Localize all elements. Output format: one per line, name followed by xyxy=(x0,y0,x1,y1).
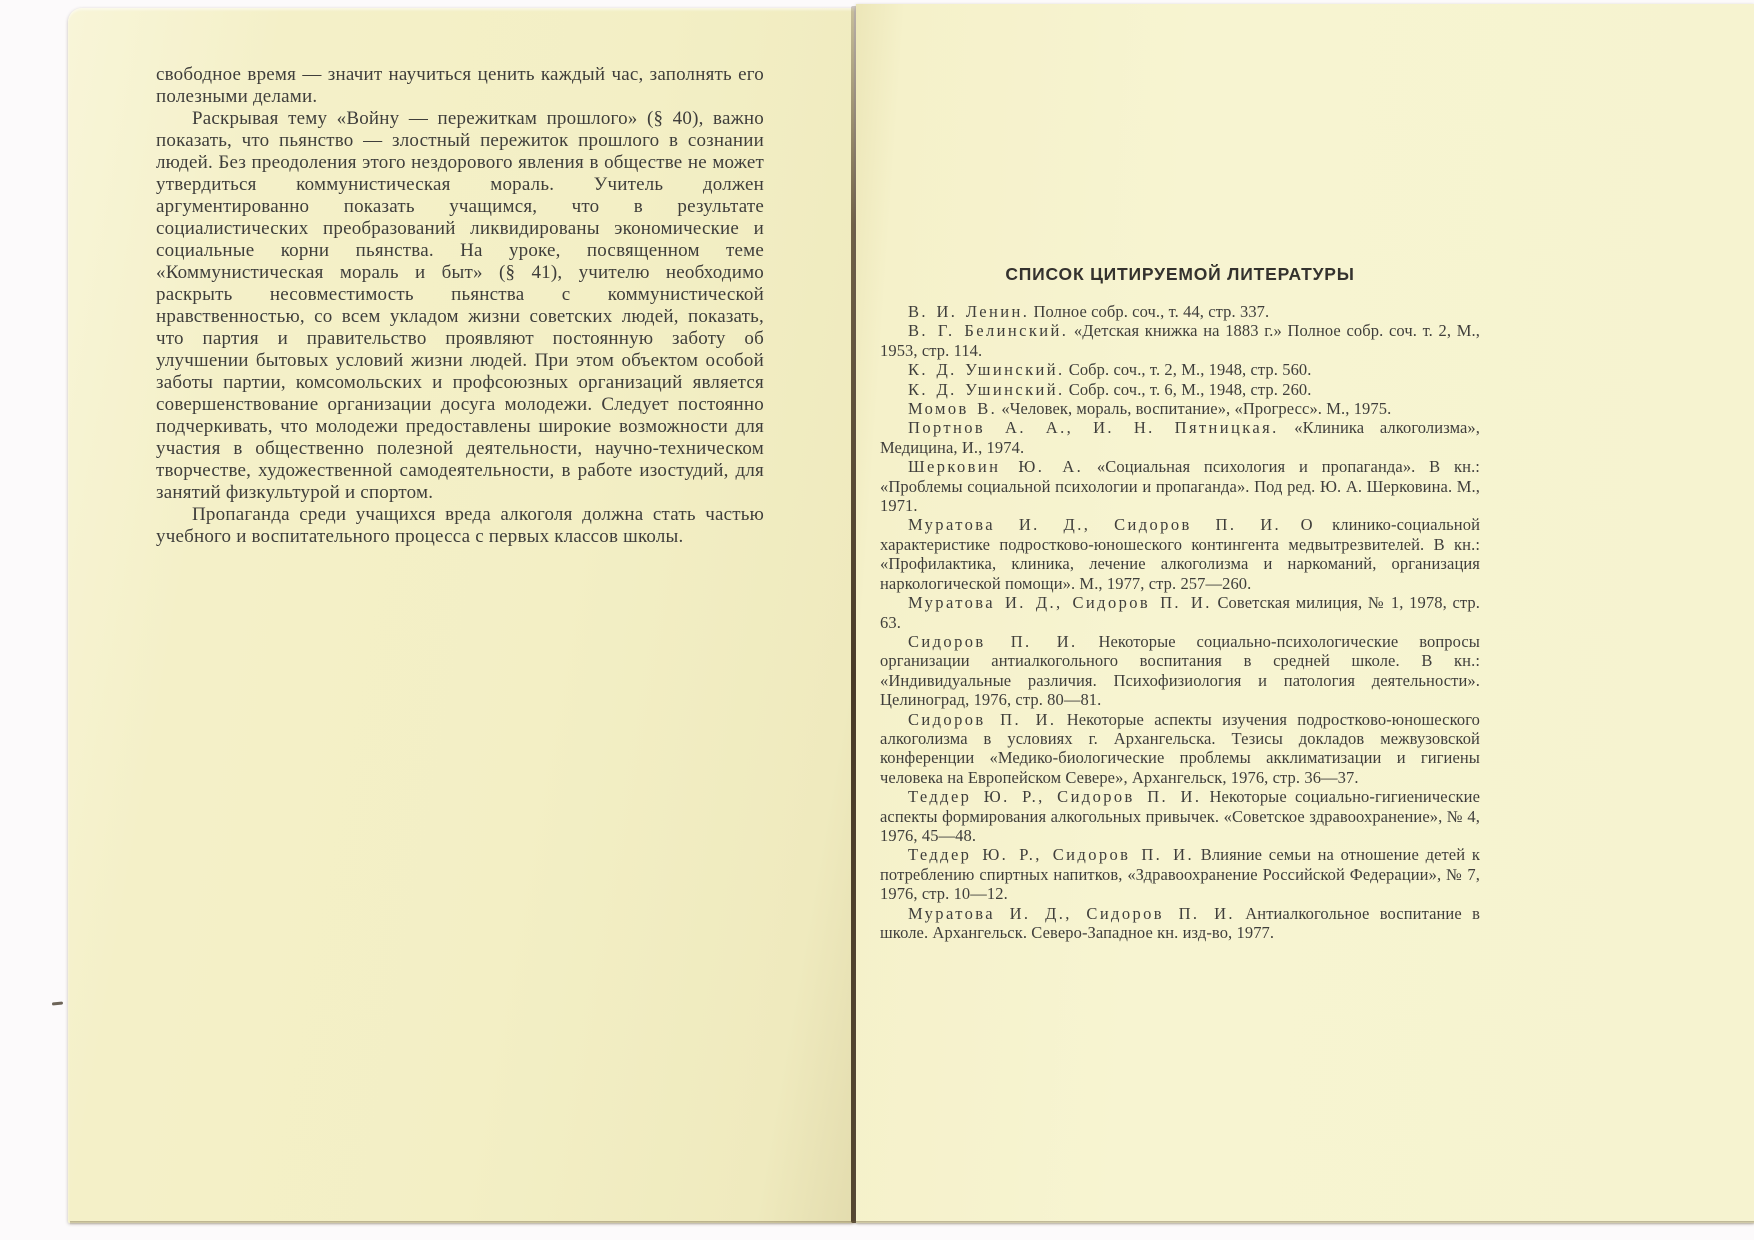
right-page xyxy=(856,4,1754,1223)
entry-author: Теддер Ю. Р., Сидоров П. И. xyxy=(908,787,1202,807)
entry-author: К. Д. Ушинский. xyxy=(908,360,1065,380)
entry-text: «Человек, мораль, воспитание», «Прогресс». М., 1975. xyxy=(997,399,1392,419)
entry-author: К. Д. Ушинский. xyxy=(908,379,1065,399)
page-bottom-shadow xyxy=(70,1221,1754,1225)
entry-text: «Социальная психология и пропаганда». В кн.: «Проблемы социальной психологии и пропаганда». Под ред. Ю. А. Шерковина. М., 1971. xyxy=(880,457,1480,516)
entry-text: Собр. соч., т. 6, М., 1948, стр. 260. xyxy=(1064,379,1312,399)
entry-author: Момов В. xyxy=(908,399,998,419)
bibliography-entry xyxy=(880,515,1480,593)
bibliography-entry xyxy=(880,321,1480,360)
entry-text: Собр. соч., т. 2, М., 1948, стр. 560. xyxy=(1064,360,1312,380)
entry-author: Сидоров П. И. xyxy=(908,631,1078,651)
entry-author: Муратова И. Д., Сидоров П. И. xyxy=(908,515,1282,535)
bibliography-entry xyxy=(880,457,1480,515)
entry-author: Муратова И. Д., Сидоров П. И. xyxy=(908,903,1235,923)
entry-text: Некоторые аспекты изучения подростково-юношеского алкоголизма в условиях г. Архангельска. Тезисы докладов межвузовской конференции «Медико-биологические проблемы акклиматизации и гигиены человека на Европейском Севере», Архангельск, 1976, стр. 36—37. xyxy=(880,709,1481,787)
entry-author: Сидоров П. И. xyxy=(908,709,1057,729)
entry-author: Шерковин Ю. А. xyxy=(908,457,1084,477)
bibliography-entry xyxy=(880,787,1480,845)
bibliography-entry xyxy=(880,904,1480,943)
bibliography-entry xyxy=(880,418,1480,457)
entry-author: В. Г. Белинский. xyxy=(908,321,1069,341)
entry-text: Влияние семьи на отношение детей к потреблению спиртных напитков, «Здравоохранение Российской Федерации», № 7, 1976, стр. 10—12. xyxy=(880,845,1480,904)
stray-pencil-mark xyxy=(52,1001,63,1005)
bibliography-entry xyxy=(880,380,1480,399)
paragraph: Пропаганда среди учащихся вреда алкоголя должна стать частью учебного и воспитательного процесса с первых классов школы. xyxy=(156,504,764,547)
entry-text: Советская милиция, № 1, 1978, стр. 63. xyxy=(880,593,1480,632)
entry-text: О клинико-социальной характеристике подростково-юношеского контингента медвытрезвителей. В кн.: «Профилактика, клиника, лечение алкоголизма и наркоманий, организация наркологической помощи». М., 1977, стр. 257—260. xyxy=(880,515,1480,593)
entry-text: Полное собр. соч., т. 44, стр. 337. xyxy=(1029,302,1270,321)
bibliography-heading: СПИСОК ЦИТИРУЕМОЙ ЛИТЕРАТУРЫ xyxy=(1005,264,1355,284)
bibliography-entry xyxy=(880,399,1480,418)
bibliography-entry xyxy=(880,360,1480,379)
entry-text: «Детская книжка на 1883 г.» Полное собр. соч. т. 2, М., 1953, стр. 114. xyxy=(880,321,1480,360)
left-page-text xyxy=(156,64,764,548)
bibliography-entry xyxy=(880,710,1480,788)
bibliography-entry xyxy=(880,593,1480,632)
entry-text: Антиалкогольное воспитание в школе. Архангельск. Северо-Западное кн. изд-во, 1977. xyxy=(880,903,1480,942)
paragraph: свободное время — значит научиться ценить каждый час, заполнять его полезными делами. xyxy=(156,64,764,107)
entry-author: Теддер Ю. Р., Сидоров П. И. xyxy=(908,845,1195,865)
entry-text: Некоторые социально-гигиенические аспекты формирования алкогольных привычек. «Советское здравоохранение», № 4, 1976, 45—48. xyxy=(880,787,1480,845)
bibliography-entry xyxy=(880,302,1480,321)
entry-author: Муратова И. Д., Сидоров П. И. xyxy=(908,593,1212,613)
paragraph: Раскрывая тему «Войну — пережиткам прошлого» (§ 40), важно показать, что пьянство — злостный пережиток прошлого в сознании людей. Без преодоления этого нездорового явления в обществе не может утвердиться коммунистическая мораль. Учитель должен аргументированно показать учащимся, что в результате социалистических преобразований ликвидированы экономические и социальные корни пьянства. На уроке, посвященном теме «Коммунистическая мораль и быт» (§ 41), учителю необходимо раскрыть несовместимость пьянства с коммунистической нравственностью, со всем укладом жизни советских людей, показать, что партия и правительство проявляют постоянную заботу об улучшении бытовых условий жизни людей. При этом объектом особой заботы партии, комсомольских и профсоюзных организаций является совершенствование организации досуга молодежи. Следует постоянно подчеркивать, что молодежи предоставлены широкие возможности для участия в общественно полезной деятельности, научно-техническом творчестве, художественной самодеятельности, в работе изостудий, для занятий физкультурой и спортом. xyxy=(156,108,764,503)
entry-author: Портнов А. А., И. Н. Пятницкая. xyxy=(908,418,1279,438)
bibliography-entry xyxy=(880,632,1480,710)
bibliography-entry xyxy=(880,845,1480,903)
bibliography-list xyxy=(880,302,1480,942)
entry-author: В. И. Ленин. xyxy=(908,302,1030,321)
entry-text: «Клиника алкоголизма», Медицина, И., 1974. xyxy=(880,418,1481,457)
entry-text: Некоторые социально-психологические вопросы организации антиалкогольного воспитания в средней школе. В кн.: «Индивидуальные различия. Психофизиология и патология деятельности». Целиноград, 1976, стр. 80—81. xyxy=(880,631,1480,710)
left-page xyxy=(68,8,854,1223)
